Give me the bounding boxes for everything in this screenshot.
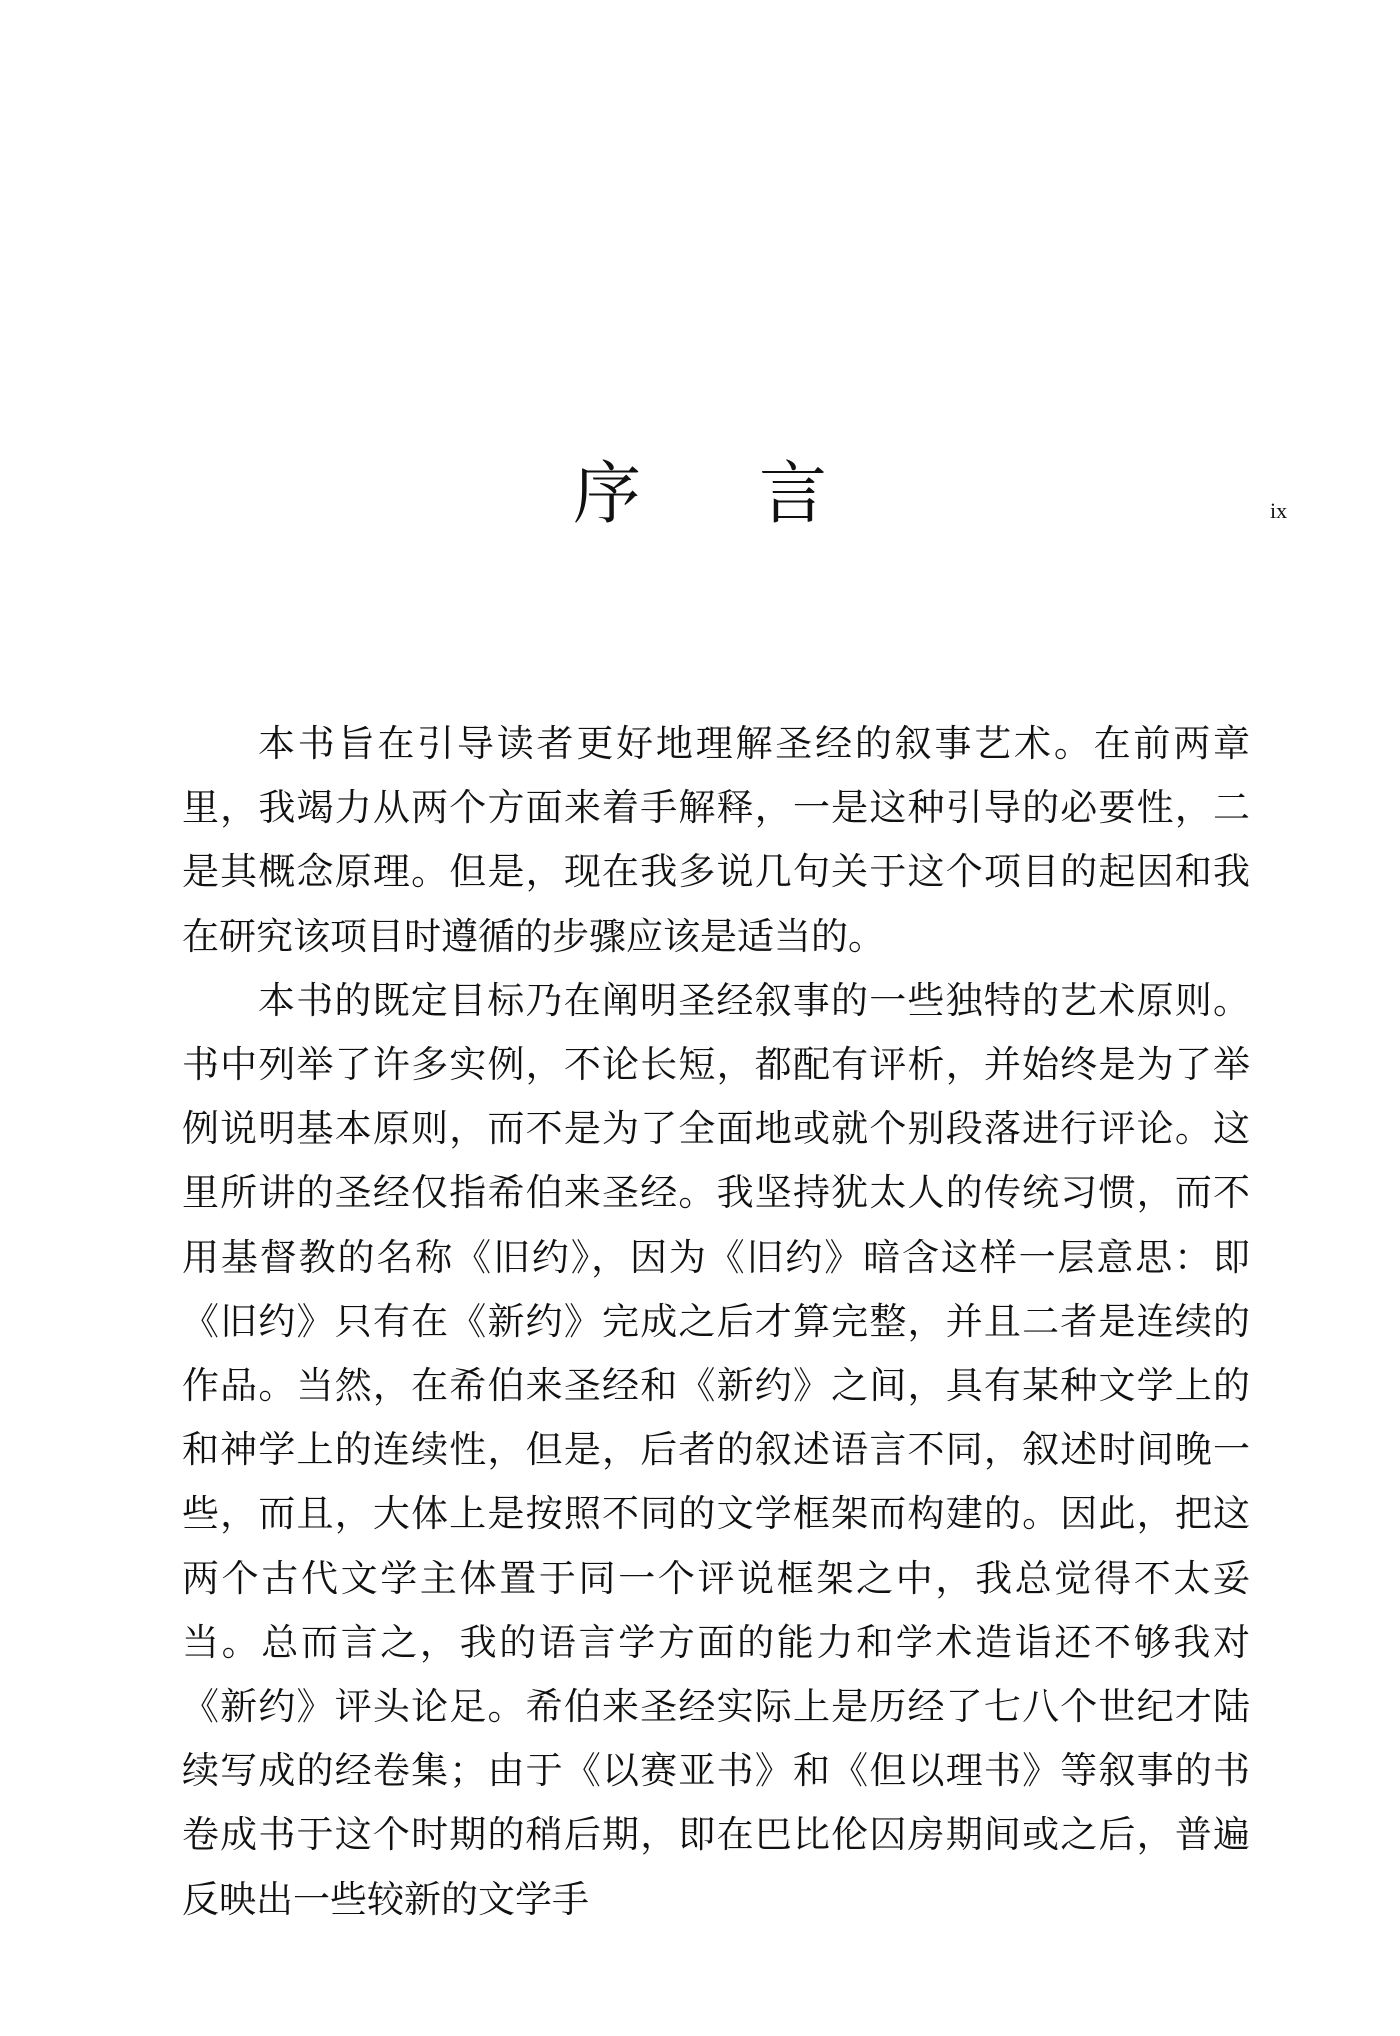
body-text bbox=[182, 712, 1250, 1932]
paragraph-1: 本书旨在引导读者更好地理解圣经的叙事艺术。在前两章里，我竭力从两个方面来着手解释，一是这种引导的必要性，二是其概念原理。但是，现在我多说几句关于这个项目的起因和我在研究该项目时遵循的步骤应该是适当的。 bbox=[182, 722, 1250, 958]
page-number: ix bbox=[1270, 498, 1288, 523]
paragraph-2: 本书的既定目标乃在阐明圣经叙事的一些独特的艺术原则。书中列举了许多实例，不论长短，都配有评析，并始终是为了举例说明基本原则，而不是为了全面地或就个别段落进行评论。这里所讲的圣经仅指希伯来圣经。我坚持犹太人的传统习惯，而不用基督教的名称《旧约》，因为《旧约》暗含这样一层意思：即《旧约》只有在《新约》完成之后才算完整，并且二者是连续的作品。当然，在希伯来圣经和《新约》之间，具有某种文学上的和神学上的连续性，但是，后者的叙述语言不同，叙述时间晚一些，而且，大体上是按照不同的文学框架而构建的。因此，把这两个古代文学主体置于同一个评说框架之中，我总觉得不太妥当。总而言之，我的语言学方面的能力和学术造诣还不够我对《新约》评头论足。希伯来圣经实际上是历经了七八个世纪才陆续写成的经卷集；由于《以赛亚书》和《但以理书》等叙事的书卷成书于这个时期的稍后期，即在巴比伦囚房期间或之后，普遍反映出一些较新的文学手 bbox=[182, 978, 1250, 1921]
page-title: 序言 bbox=[572, 455, 945, 534]
